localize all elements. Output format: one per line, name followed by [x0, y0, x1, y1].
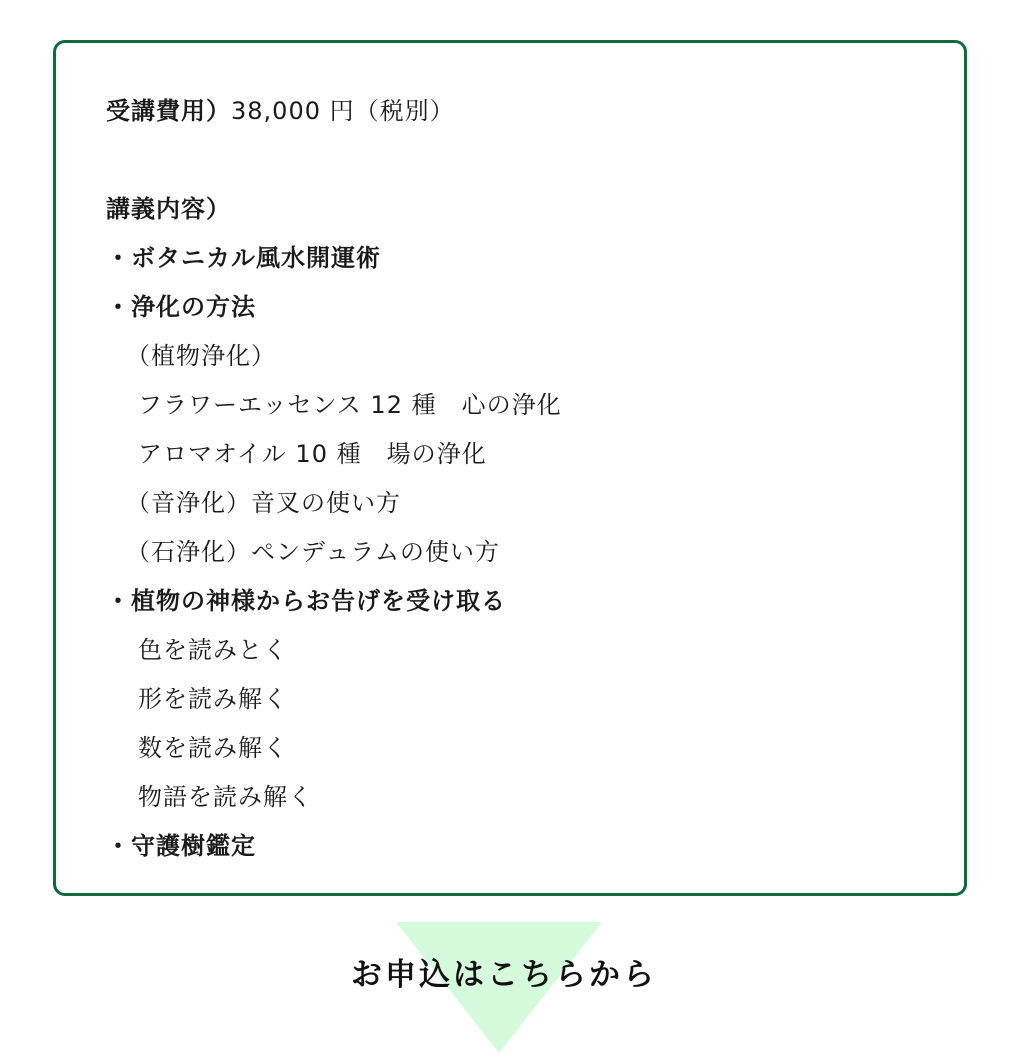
- fee-value: 38,000 円（税別）: [231, 97, 455, 125]
- course-info-box: [53, 40, 967, 896]
- fee-label: 受講費用）: [106, 97, 231, 125]
- list-subitem-aroma-oil: アロマオイル 10 種 場の浄化: [138, 440, 487, 468]
- list-item-plant-gods: ・植物の神様からお告げを受け取る: [106, 587, 506, 615]
- list-subitem-plant-purification: （植物浄化）: [126, 342, 276, 370]
- fee-line: [106, 95, 455, 127]
- curriculum-heading: 講義内容）: [106, 195, 231, 223]
- list-subitem-story: 物語を読み解く: [138, 783, 313, 811]
- list-item-purification: ・浄化の方法: [106, 293, 256, 321]
- list-item-guardian-tree: ・守護樹鑑定: [106, 832, 256, 860]
- list-subitem-number: 数を読み解く: [138, 734, 288, 762]
- list-subitem-sound-purification: （音浄化）音叉の使い方: [126, 489, 401, 517]
- list-item-botanical-fengshui: ・ボタニカル風水開運術: [106, 244, 381, 272]
- list-subitem-flower-essence: フラワーエッセンス 12 種 心の浄化: [138, 391, 562, 419]
- apply-link[interactable]: お申込はこちらから: [351, 957, 657, 993]
- list-subitem-stone-purification: （石浄化）ペンデュラムの使い方: [126, 538, 501, 566]
- list-subitem-shape: 形を読み解く: [138, 685, 288, 713]
- list-subitem-color: 色を読みとく: [138, 636, 288, 664]
